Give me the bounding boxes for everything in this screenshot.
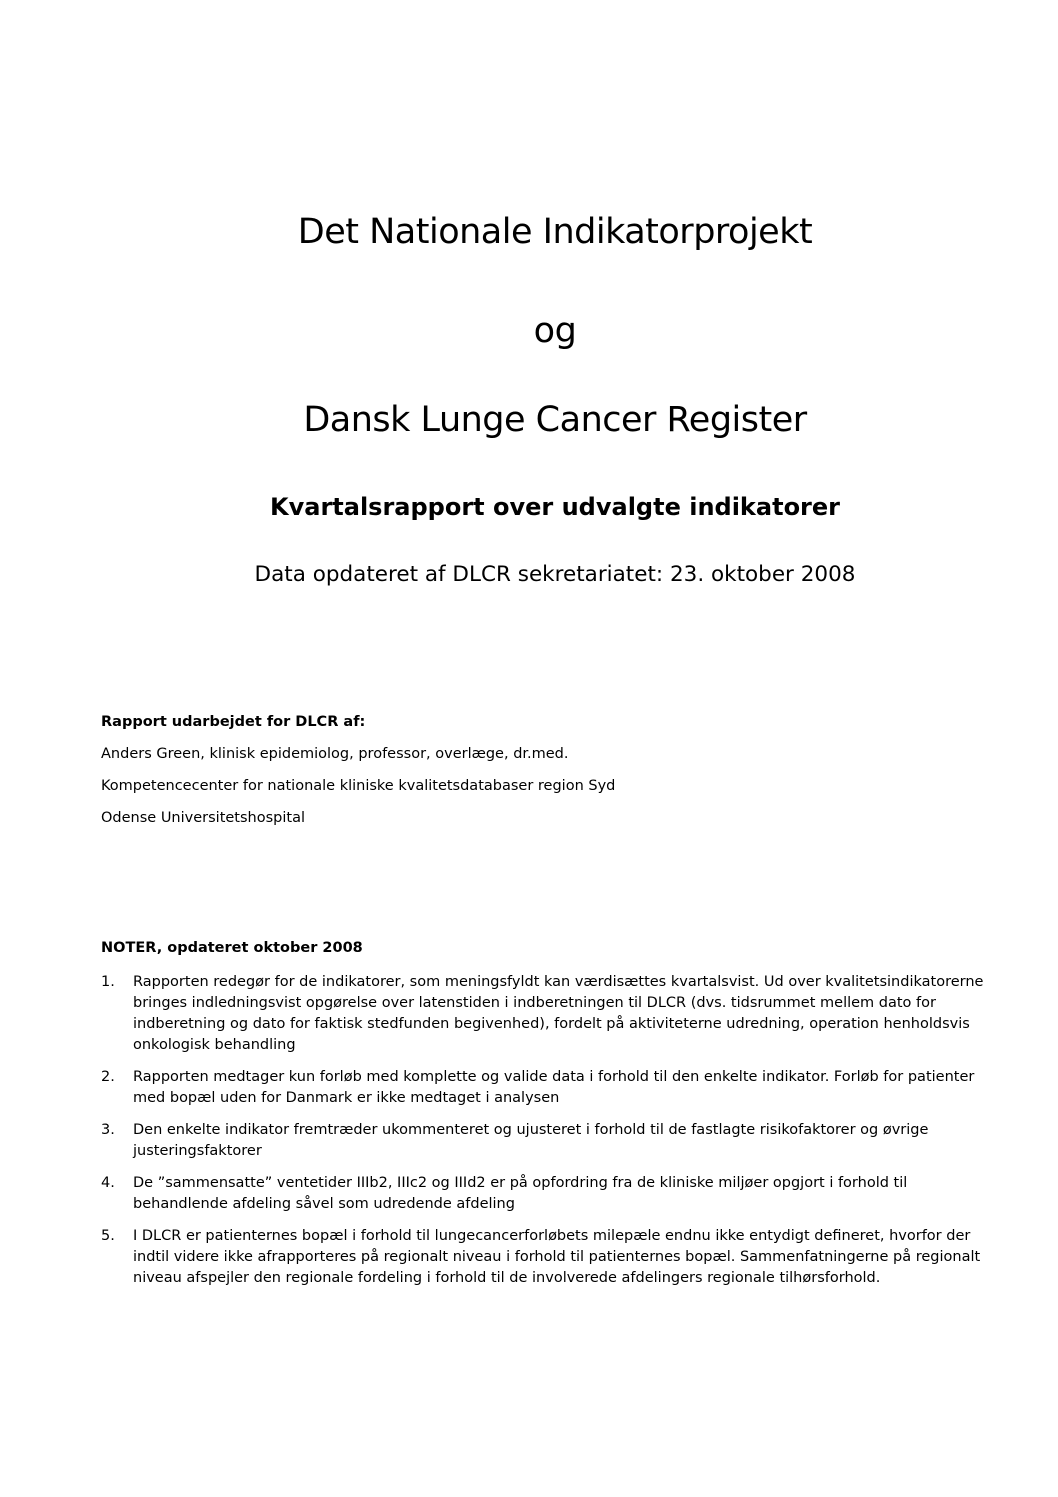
note-text: I DLCR er patienternes bopæl i forhold til lungecancerforløbets milepæle endnu ikke entydigt defineret, hvorfor der indtil videre ikke afrapporteres på regionalt niveau i forhold til patienternes bopæl. Sammenfatningerne på regionalt niveau afspejler den regionale fordeling i forhold til de involverede afdelingers regionale tilhørsforhold.: [133, 1228, 981, 1286]
note-item: [101, 1173, 1006, 1215]
note-number: 1.: [101, 974, 115, 990]
notes-heading: NOTER, opdateret oktober 2008: [101, 940, 363, 956]
author-line-center: Kompetencecenter for nationale kliniske kvalitetsdatabaser region Syd: [101, 778, 616, 794]
title-line-3: Dansk Lunge Cancer Register: [303, 400, 807, 440]
note-text: Den enkelte indikator fremtræder ukommenteret og ujusteret i forhold til de fastlagte risikofaktorer og øvrige justeringsfaktorer: [133, 1122, 929, 1159]
title-line-1: Det Nationale Indikatorprojekt: [297, 212, 813, 252]
notes-list: [101, 972, 1006, 1300]
author-line-hospital: Odense Universitetshospital: [101, 810, 305, 826]
note-text: Rapporten redegør for de indikatorer, som meningsfyldt kan værdisættes kvartalsvist. Ud over kvalitetsindikatorerne bringes indledningsvist opgørelse over latenstiden i indberetningen til DLCR (dvs. tidsrummet mellem dato for indberetning og dato for faktisk stedfunden begivenhed), fordelt på aktiviteterne udredning, operation henholdsvis onkologisk behandling: [133, 974, 984, 1053]
note-number: 3.: [101, 1122, 115, 1138]
note-item: [101, 1067, 1006, 1109]
data-updated-line: Data opdateret af DLCR sekretariatet: 23. oktober 2008: [254, 562, 856, 587]
author-heading: Rapport udarbejdet for DLCR af:: [101, 714, 366, 730]
note-item: [101, 1120, 1006, 1162]
report-subtitle: Kvartalsrapport over udvalgte indikatorer: [270, 493, 840, 521]
note-number: 4.: [101, 1175, 115, 1191]
note-text: Rapporten medtager kun forløb med komplette og valide data i forhold til den enkelte indikator. Forløb for patienter med bopæl uden for Danmark er ikke medtaget i analysen: [133, 1069, 975, 1106]
title-line-2: og: [533, 311, 577, 351]
note-item: [101, 972, 1006, 1056]
author-block: [101, 712, 615, 828]
note-text: De ”sammensatte” ventetider IIIb2, IIIc2 og IIId2 er på opfordring fra de kliniske miljøer opgjort i forhold til behandlende afdeling såvel som udredende afdeling: [133, 1175, 908, 1212]
note-number: 2.: [101, 1069, 115, 1085]
note-number: 5.: [101, 1228, 115, 1244]
note-item: [101, 1226, 1006, 1289]
author-line-name: Anders Green, klinisk epidemiolog, professor, overlæge, dr.med.: [101, 746, 569, 762]
